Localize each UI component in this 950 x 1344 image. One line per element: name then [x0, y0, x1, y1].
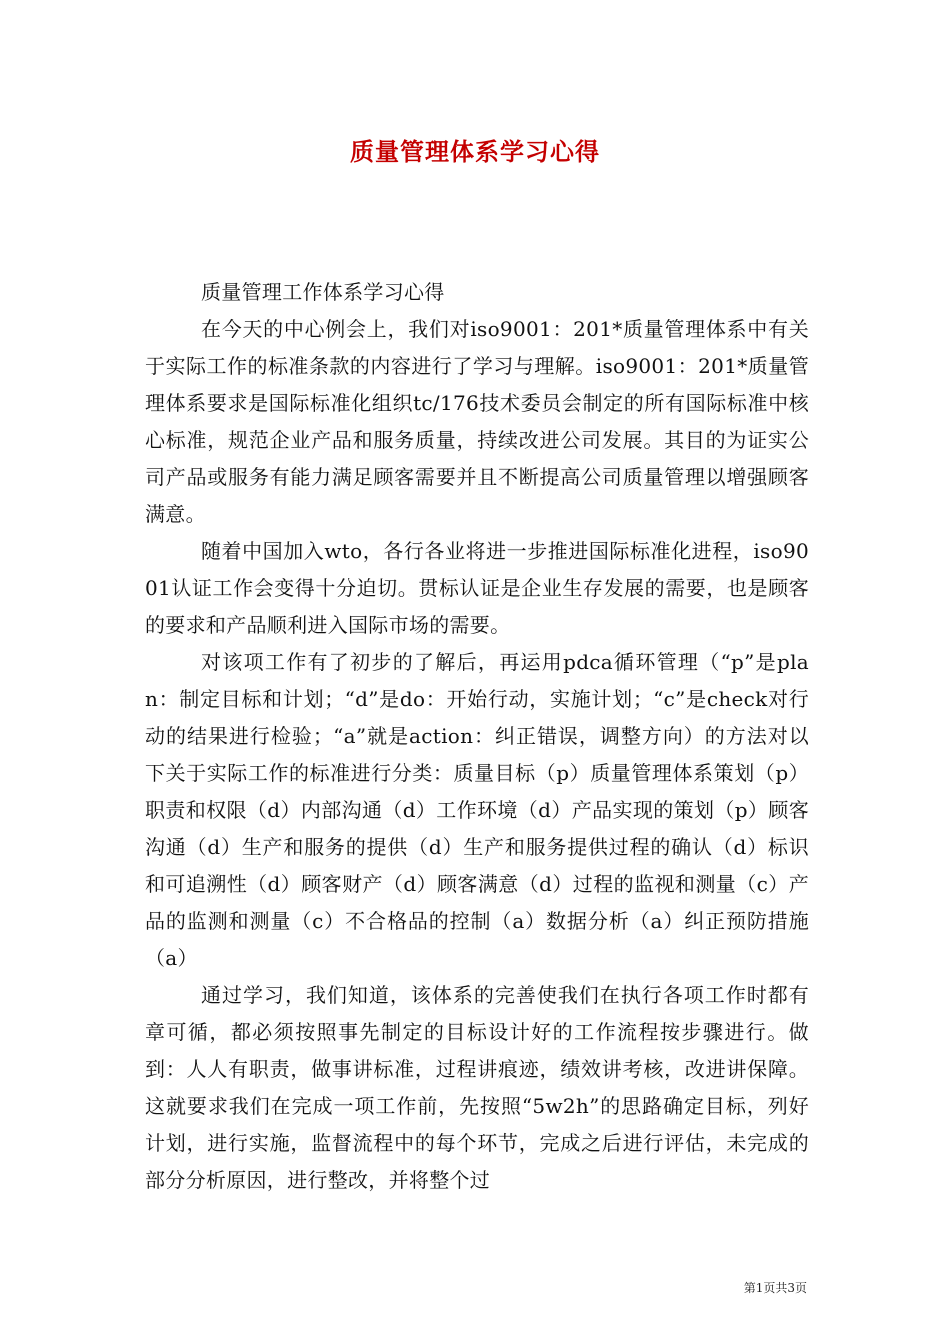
body-paragraph: 随着中国加入wto，各行各业将进一步推进国际标准化进程，iso9001认证工作会变得十分迫切。贯标认证是企业生存发展的需要，也是顾客的要求和产品顺利进入国际市场的需要。: [145, 539, 809, 637]
body-paragraph: 在今天的中心例会上，我们对iso9001：201*质量管理体系中有关于实际工作的标准条款的内容进行了学习与理解。iso9001：201*质量管理体系要求是国际标准化组织tc/176技术委员会制定的所有国际标准中核心标准，规范企业产品和服务质量，持续改进公司发展。其目的为证实公司产品或服务有能力满足顾客需要并且不断提高公司质量管理以增强顾客满意。: [145, 317, 809, 526]
document-body: [145, 274, 809, 1199]
body-paragraph: 对该项工作有了初步的了解后，再运用pdca循环管理（“p”是plan：制定目标和计划；“d”是do：开始行动，实施计划；“c”是check对行动的结果进行检验；“a”就是action：纠正错误，调整方向）的方法对以下关于实际工作的标准进行分类：质量目标（p）质量管理体系策划（p）职责和权限（d）内部沟通（d）工作环境（d）产品实现的策划（p）顾客沟通（d）生产和服务的提供（d）生产和服务提供过程的确认（d）标识和可追溯性（d）顾客财产（d）顾客满意（d）过程的监视和测量（c）产品的监测和测量（c）不合格品的控制（a）数据分析（a）纠正预防措施（a）: [145, 650, 809, 970]
body-paragraph: 通过学习，我们知道，该体系的完善使我们在执行各项工作时都有章可循，都必须按照事先制定的目标设计好的工作流程按步骤进行。做到：人人有职责，做事讲标准，过程讲痕迹，绩效讲考核，改进讲保障。这就要求我们在完成一项工作前，先按照“5w2h”的思路确定目标，列好计划，进行实施，监督流程中的每个环节，完成之后进行评估，未完成的部分分析原因，进行整改，并将整个过: [145, 983, 809, 1192]
body-paragraph-heading: 质量管理工作体系学习心得: [201, 280, 445, 304]
document-title: 质量管理体系学习心得: [350, 138, 600, 166]
page-number: 第1页共3页: [743, 1281, 807, 1295]
